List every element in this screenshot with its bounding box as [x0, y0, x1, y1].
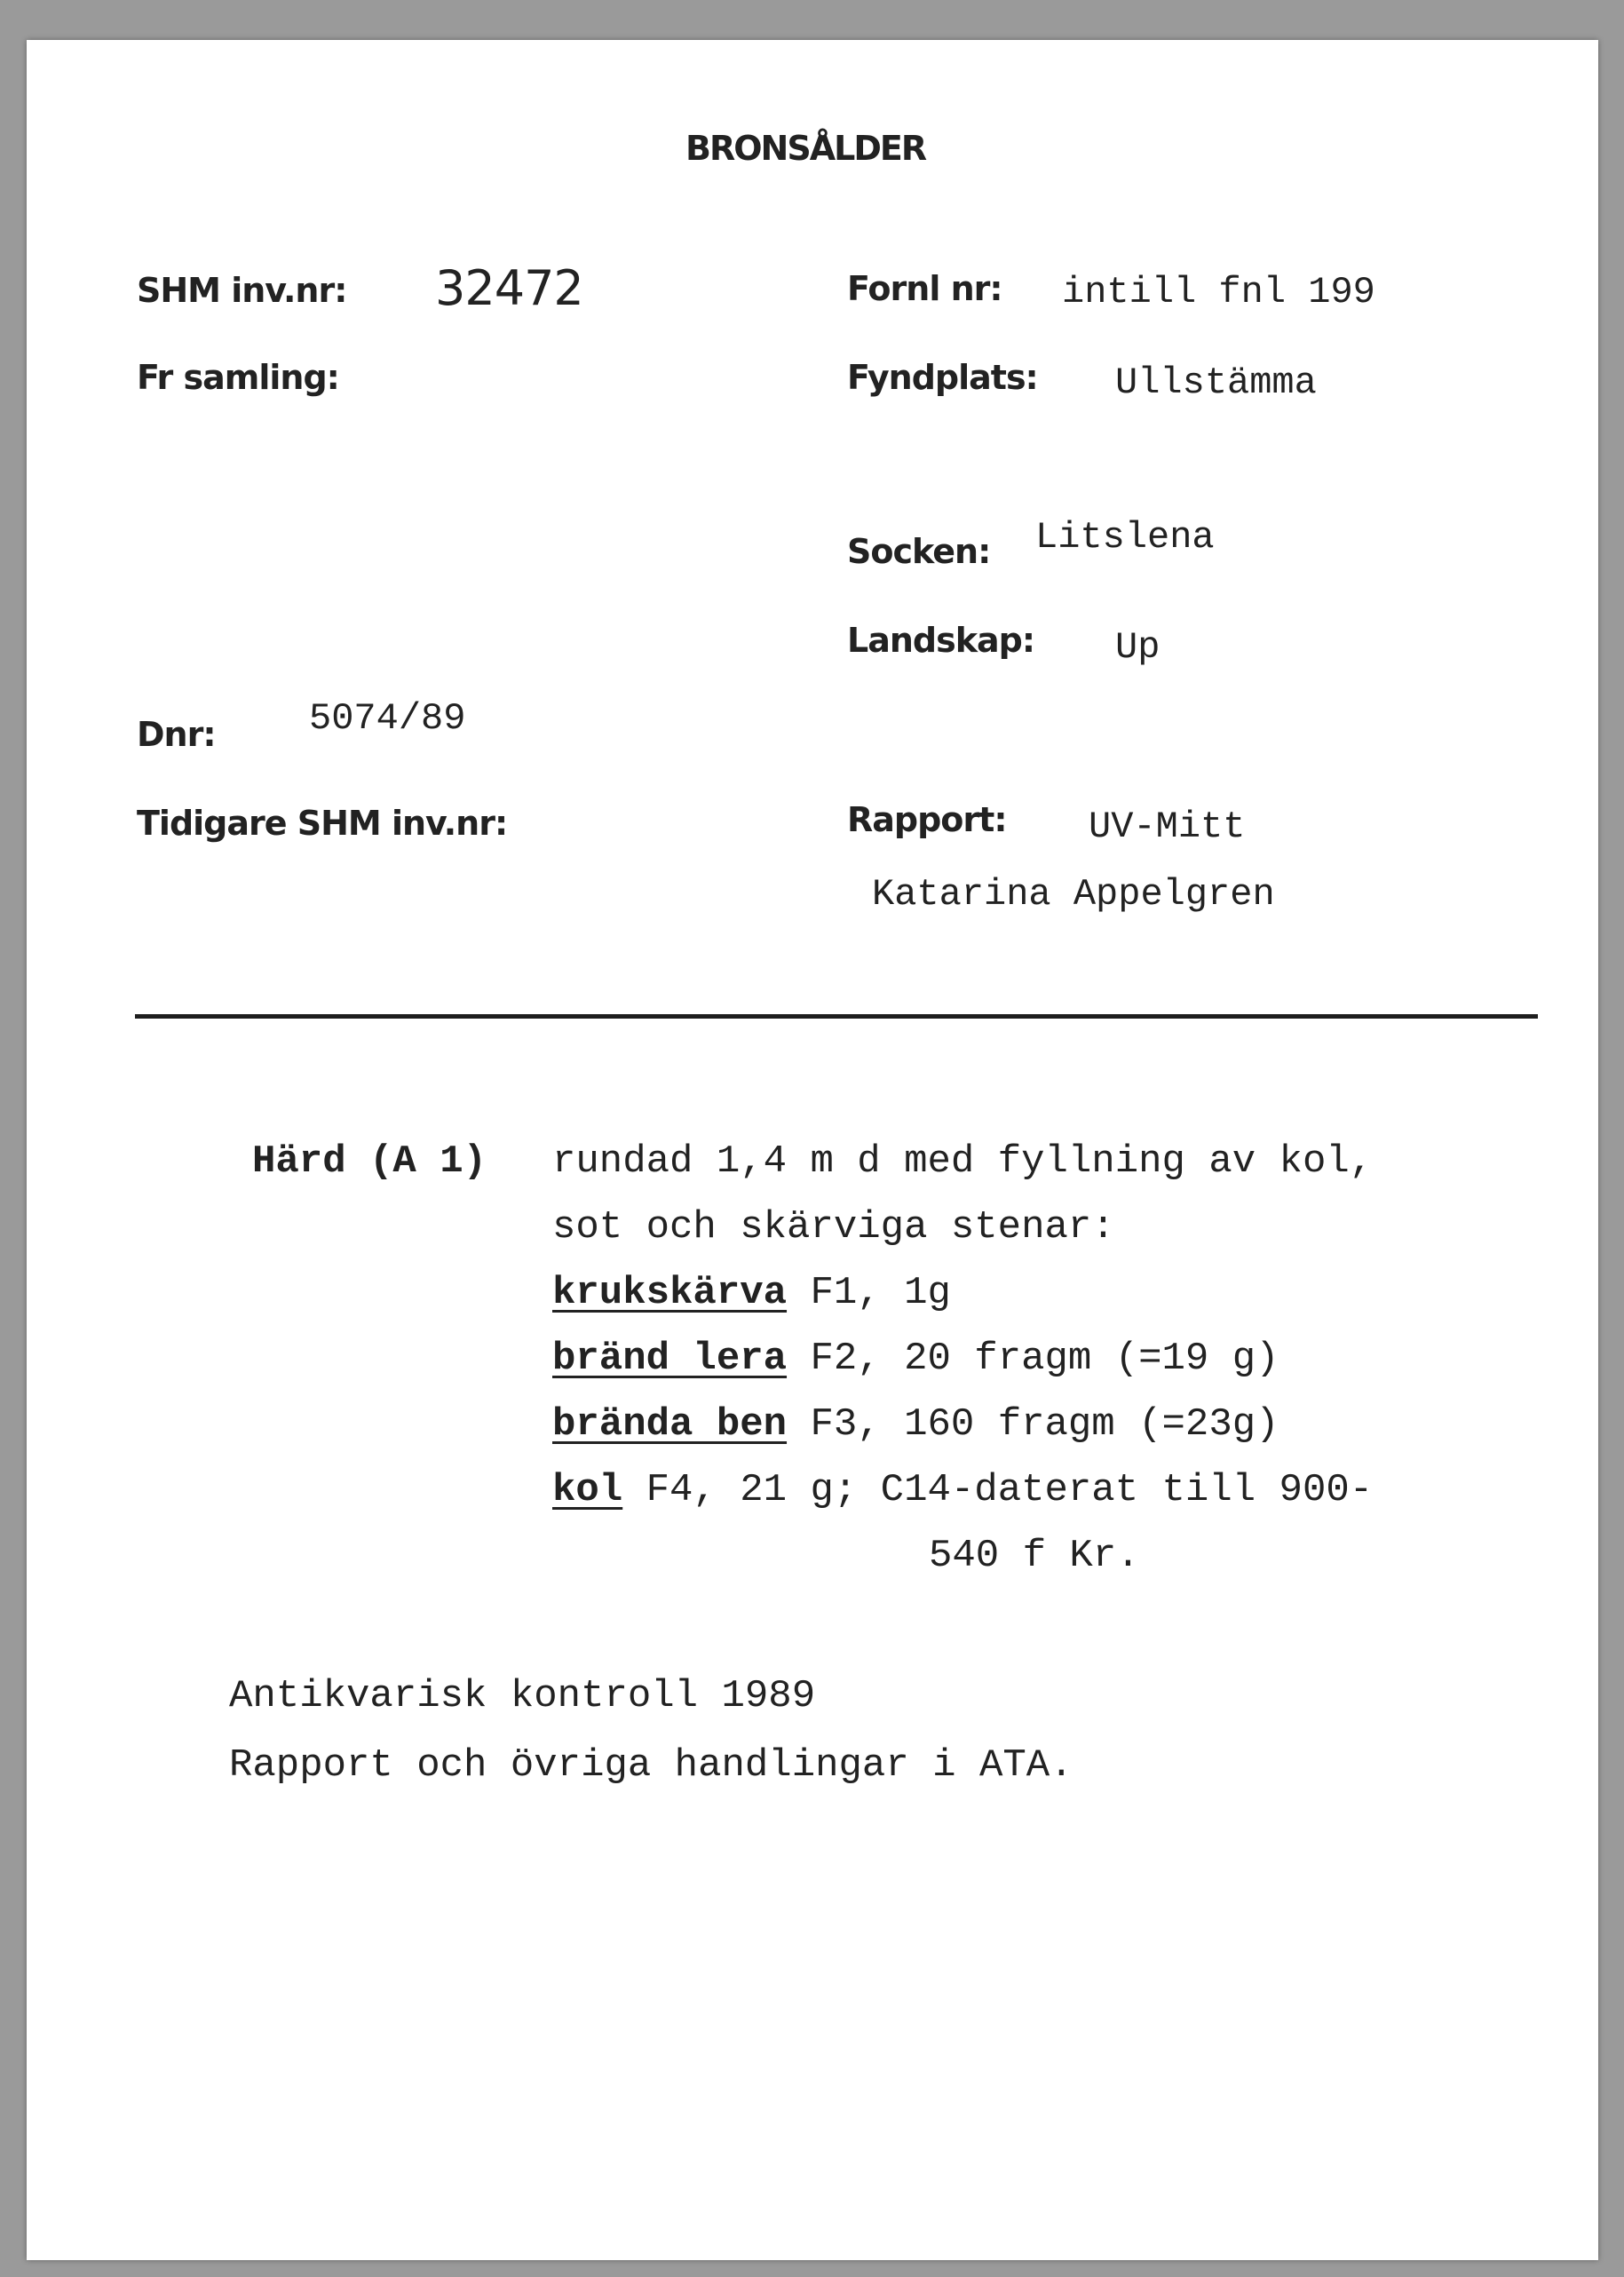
find-detail: F1, 1g: [810, 1271, 951, 1315]
dnr-value: 5074/89: [309, 697, 466, 740]
find-name: brända ben: [552, 1402, 788, 1447]
period-heading: BRONSÅLDER: [685, 129, 926, 168]
socken-label: Socken:: [847, 532, 991, 571]
find-row: [552, 1468, 1373, 1512]
shm-inv-value: 32472: [435, 260, 583, 316]
find-row: [552, 1271, 951, 1315]
fornl-label: Fornl nr:: [847, 269, 1002, 308]
fornl-value: intill fnl 199: [1062, 271, 1375, 313]
find-detail: F4, 21 g; C14-daterat till 900-: [646, 1468, 1374, 1512]
catalog-card: [27, 40, 1598, 2260]
find-name: bränd lera: [552, 1337, 788, 1381]
find-name: kol: [552, 1468, 623, 1512]
fyndplats-value: Ullstämma: [1115, 361, 1317, 404]
dnr-label: Dnr:: [137, 715, 216, 754]
footer-line-1: Antikvarisk kontroll 1989: [229, 1674, 816, 1718]
find-row: [552, 1337, 1279, 1381]
tidigare-shm-label: Tidigare SHM inv.nr:: [137, 804, 508, 843]
divider-rule: [135, 1014, 1538, 1019]
find-detail: F3, 160 fragm (=23g): [810, 1402, 1279, 1447]
fr-samling-label: Fr samling:: [137, 358, 339, 397]
rapport-label: Rapport:: [847, 800, 1007, 839]
rapport-value: UV-Mitt: [1089, 805, 1246, 848]
feature-label: Härd (A 1): [252, 1139, 487, 1184]
dating-continuation: 540 f Kr.: [929, 1534, 1140, 1578]
footer-line-2: Rapport och övriga handlingar i ATA.: [229, 1743, 1073, 1788]
shm-inv-label: SHM inv.nr:: [137, 271, 347, 310]
find-name: krukskärva: [552, 1271, 788, 1315]
description-line-1: rundad 1,4 m d med fyllning av kol,: [552, 1139, 1374, 1184]
rapport-author: Katarina Appelgren: [872, 873, 1275, 916]
find-row: [552, 1402, 1279, 1447]
description-line-2: sot och skärviga stenar:: [552, 1205, 1115, 1250]
socken-value: Litslena: [1035, 516, 1215, 559]
landskap-label: Landskap:: [847, 621, 1035, 660]
fyndplats-label: Fyndplats:: [847, 358, 1038, 397]
find-detail: F2, 20 fragm (=19 g): [810, 1337, 1279, 1381]
landskap-value: Up: [1115, 626, 1161, 669]
